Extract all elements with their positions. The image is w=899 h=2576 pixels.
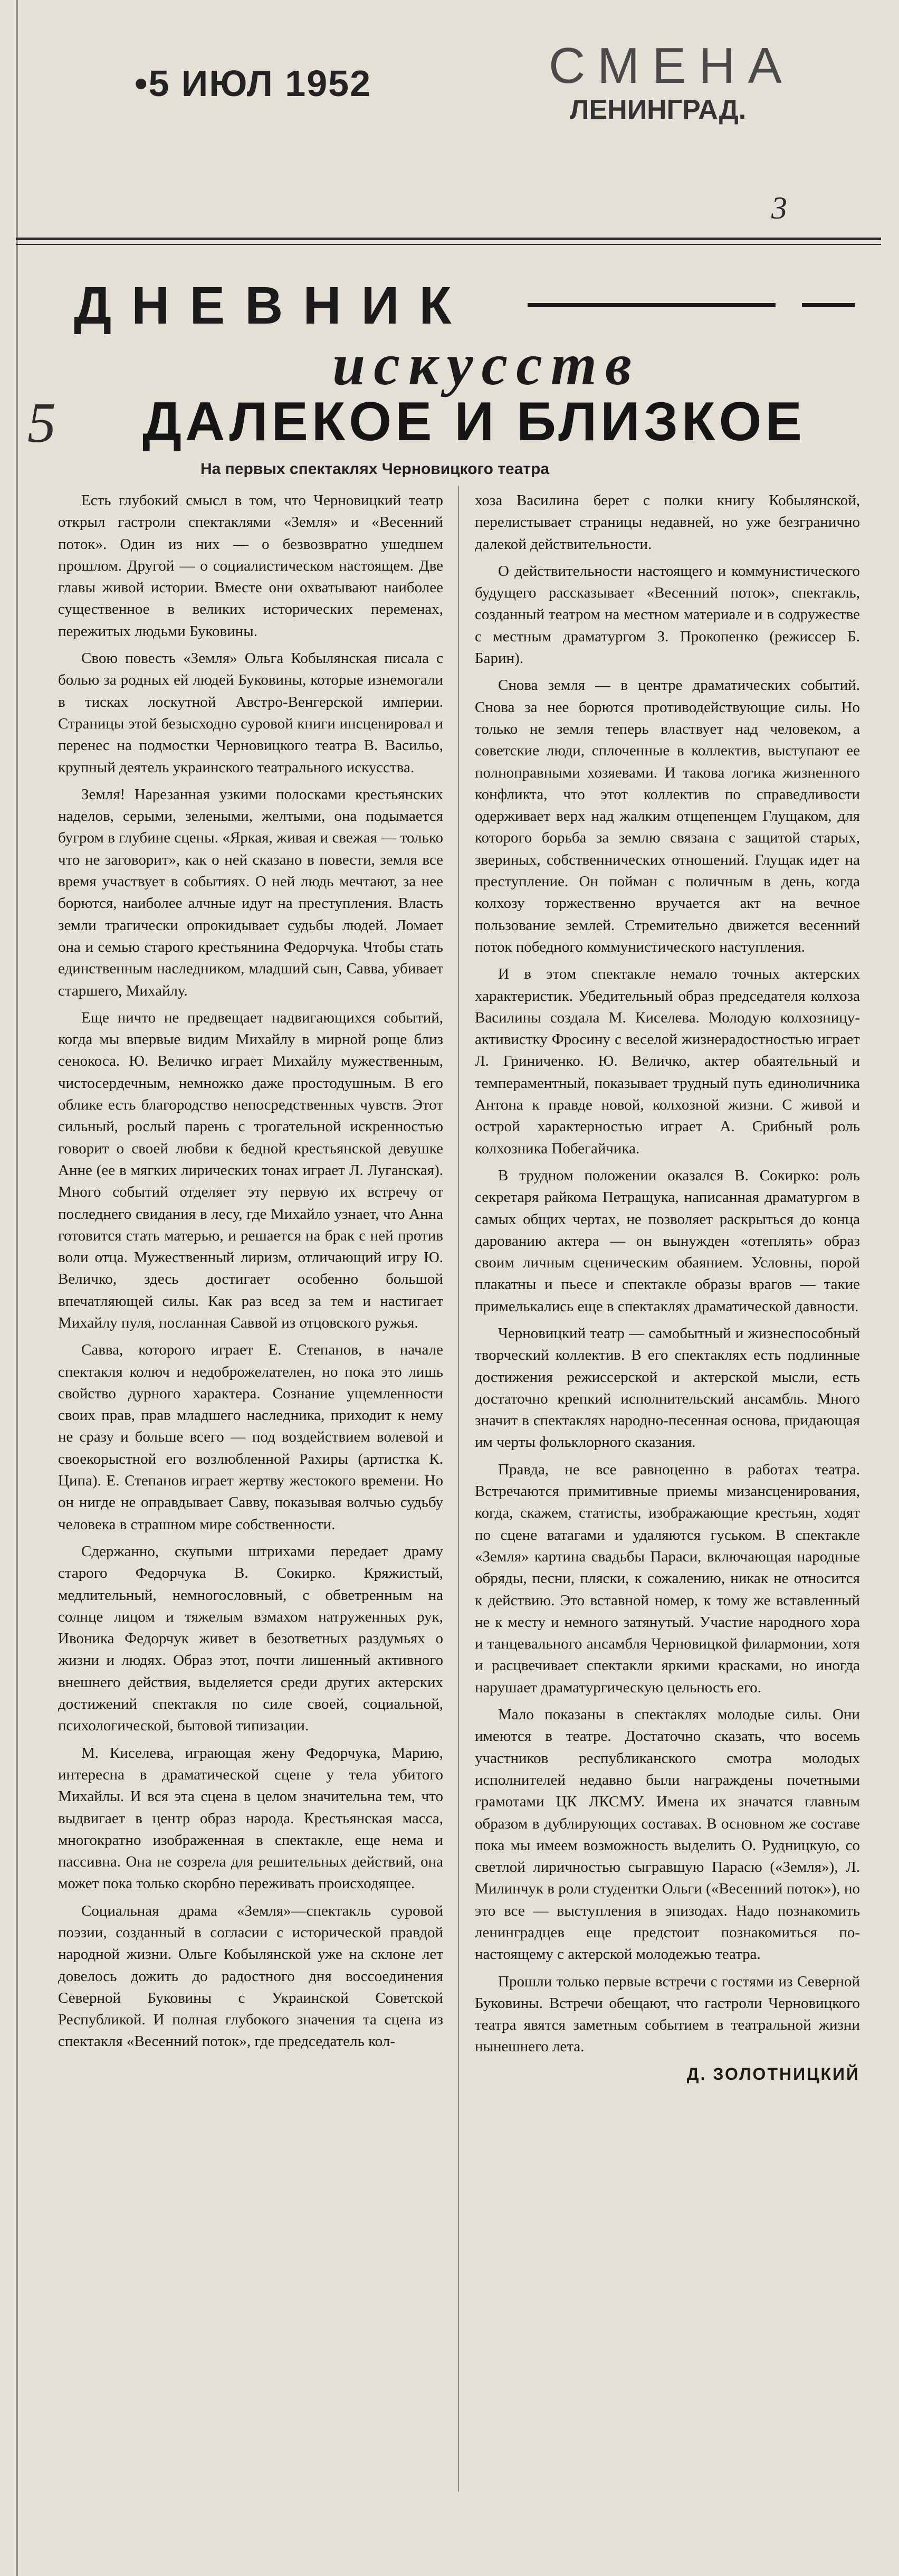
rubric-line-1: ДНЕВНИК: [74, 276, 472, 335]
paragraph: И в этом спектакле немало точных актерских характеристик. Убедительный образ председателя колхоза Василины создала М. Киселева. Молодую колхозницу-активистку Фросину с веселой жизнерадостностью играет Л. Гриниченко. Ю. Величко, актер обаятельный и темпераментный, показывает трудный путь единоличника Антона к правде новой, колхозной жизни. С живой и острой характерностью играет А. Срибный роль колхозника Побегайчика.: [475, 965, 860, 1157]
paragraph: Свою повесть «Земля» Ольга Кобылянская писала с болью за родных ей людей Буковины, которые изнемогали в тисках лоскутной Австро-Венгерской империи. Страницы этой безысходно суровой книги инсценировал и перенес на подмостки Черновицкого театра В. Васильо, крупный деятель украинского театрального искусства.: [58, 650, 443, 776]
paragraph: хоза Василина берет с полки книгу Кобылянской, перелистывает страницы недавней, но уже безгранично далекой действительности.: [475, 492, 860, 553]
page-number: 3: [771, 191, 787, 225]
clipping-edge: [16, 0, 18, 2576]
paragraph: О действительности настоящего и коммунистического будущего рассказывает «Весенний поток», спектакль, созданный театром на местном материале и в содружестве с местным драматургом З. Прокопенко (режиссер Б. Барин).: [475, 562, 860, 667]
top-rule-thin: [16, 244, 881, 245]
rubric-bar-end: [802, 303, 855, 307]
rubric-line-2: искусств: [332, 332, 640, 397]
paragraph: Земля! Нарезанная узкими полосками крестьянских наделов, серыми, зелеными, желтыми, она подымается бугром в глубине сцены. «Яркая, живая и свежая — только что не заговорит», как о ней сказано в повести, земля все время участвует в событиях. О ней людь мечтают, за нее борются, наиболее алчные идут на преступления. Власть земли трагически опрокидывает судьбы людей. Ломает она и семью старого крестьянина Федорчука. Чтобы стать единственным наследником, младший сын, Савва, убивает старшего, Михайлу.: [58, 785, 443, 999]
article-title: ДАЛЕКОЕ И БЛИЗКОЕ: [142, 391, 806, 452]
margin-mark: 5: [27, 392, 56, 454]
article-column-right: [475, 490, 860, 2496]
paragraph: Еще ничто не предвещает надвигающихся событий, когда мы впервые видим Михайлу в мирной роще близ сенокоса. Ю. Величко играет Михайлу мужественным, чистосердечным, немножко даже простодушным. В его облике есть благородство непосредственных чувств. Этот сильный, рослый парень с трогательной искренностью говорит о своей любви к бедной крестьянской девушке Анне (ее в мягких лирических тонах играет Л. Луганская). Много событий отделяет эту первую их встречу от последнего свидания в лесу, где Михайло узнает, что Анна готовится стать матерью, и решается на брак с ней против воли отца. Мужественный лиризм, отличающий игру Ю. Величко, здесь достигает особенно большой впечатляющей силы. Как раз всед за тем и настигает Михайлу пуля, посланная Саввой из отцовского ружья.: [58, 1009, 443, 1331]
paragraph: Снова земля — в центре драматических событий. Снова за нее борются противодействующие силы. Но только не земля теперь властвует над человеком, а советские люди, сплоченные в коллектив, выступают ее полноправными хозяевами. И такова логика жизненного конфликта, что этот коллектив по справедливости одерживает верх над жалким отщепенцем Глущаком, для которого борьба за землю связана с защитой старых, звериных, собственнических отношений. Глущак идет на преступление. Он пойман с поличным в день, когда колхозу торжественно вручается акт на вечное пользование землей. Стремительно движется весенний поток победного коммунистического наступления.: [475, 677, 860, 955]
newspaper-name: СМЕНА: [549, 37, 795, 94]
date-stamp: •5 ИЮЛ 1952: [135, 63, 372, 104]
paragraph: Черновицкий театр — самобытный и жизнеспособный творческий коллектив. В его спектаклях есть подлинные достижения режиссерской и актерской мысли, есть достаточно крепкий исполнительский ансамбль. Много значит в спектаклях народно-песенная основа, придающая им черты фольклорного сказания.: [475, 1324, 860, 1451]
paragraph: М. Киселева, играющая жену Федорчука, Марию, интересна в драматической сцене у тела убитого Михайлы. И вся эта сцена в целом значительна тем, что выдвигает в центр образ народа. Крестьянская масса, многократно изображенная в спектакле, еще нема и пассивна. Она не созрела для решительных действий, она может пока только скорбно переживать происходящее.: [58, 1744, 443, 1892]
paragraph: В трудном положении оказался В. Сокирко: роль секретаря райкома Петращука, написанная драматургом в самых общих чертах, не позволяет раскрыться до конца дарованию актера — он вынужден «отеплять» образ своим личным сценическим обаянием. Условны, порой плакатны и пьесе и спектакле образы врагов — такие примелькались еще в спектаклях драматической давности.: [475, 1167, 860, 1315]
article-subtitle: На первых спектаклях Черновицкого театра: [200, 460, 550, 478]
paragraph: Мало показаны в спектаклях молодые силы. Они имеются в театре. Достаточно сказать, что восемь участников республиканского смотра молодых исполнителей недавно были награждены почетными грамотами ЦК ЛКСМУ. Имена их значатся главным образом в дублирующих составах. В основном же составе пока мы имеем возможность выделить О. Рудницкую, со светлой лиричностью сыгравшую Парасю («Земля»), Л. Милинчук в роли студентки Ольги («Весенний поток»), но это все — выступления в эпизодах. Надо познакомить ленинградцев еще предстоит познакомиться по-настоящему с актерской молодежью театра.: [475, 1706, 860, 1963]
top-rule: [16, 238, 881, 240]
article-column-left: [58, 490, 443, 2058]
paragraph: Социальная драма «Земля»—спектакль суровой поэзии, созданный в согласии с исторической правдой народной жизни. Ольге Кобылянской уже на склоне лет довелось дожить до радостного дня воссоединения Северной Буковины с Украинской Советской Республикой. И полная глубокого значения та сцена из спектакля «Весенний поток», где председатель кол-: [58, 1902, 443, 2050]
paragraph: Прошли только первые встречи с гостями из Северной Буковины. Встречи обещают, что гастроли Черновицкого театра явятся заметным событием в театральной жизни нынешнего лета.: [475, 1973, 860, 2056]
rubric-bar: [528, 303, 776, 307]
author-signature: Д. ЗОЛОТНИЦКИЙ: [686, 2064, 860, 2083]
newspaper-city: ЛЕНИНГРАД.: [570, 94, 747, 125]
rubric-heading: [74, 276, 855, 397]
paragraph: Савва, которого играет Е. Степанов, в начале спектакля колюч и недоброжелателен, но пока это лишь свойство дурного характера. Сознание ущемленности своих прав, прав младшего наследника, приходит к нему не сразу и больше всего — под воздействием волевой и своекорыстной его возлюбленной Рахиры (артистка К. Ципа). Е. Степанов играет жертву жестокого времени. Но он нигде не оправдывает Савву, показывая волчью судьбу человека в страшном мире собственности.: [58, 1341, 443, 1533]
paragraph: Правда, не все равноценно в работах театра. Встречаются примитивные приемы мизансценирования, когда, скажем, статисты, изображающие крестьян, ходят по сцене ватагами и удаляются гуськом. В спектакле «Земля» картина свадьбы Параси, включающая народные обряды, песни, пляски, к сожалению, никак не относится к действию. Это вставной номер, к тому же вставленный не к месту и немного затянутый. Участие народного хора и танцевального ансамбля Черновицкой филармонии, хотя и расцвечивает спектакли яркими красками, но иногда нарушает драматургическую цельность его.: [475, 1461, 860, 1696]
column-divider: [458, 486, 459, 2492]
paragraph: Есть глубокий смысл в том, что Черновицкий театр открыл гастроли спектаклями «Земля» и «Весенний поток». Один из них — о безвозвратно ушедшем прошлом. Другой — о социалистическом настоящем. Две главы живой истории. Вместе они охватывают наиболее существенное в великих исторических переменах, пережитых людьми Буковины.: [58, 492, 443, 640]
paragraph: Сдержанно, скупыми штрихами передает драму старого Федорчука В. Сокирко. Кряжистый, медлительный, немногословный, с обветренным на солнце лицом и тяжелым взмахом натруженных рук, Ивоника Федорчук живет в безответных раздумьях о жизни и людях. Образ этот, почти лишенный активного внешнего действия, выделяется среди других актерских достижений спектакля по силе своей, социальной, психологической, бытовой типизации.: [58, 1542, 443, 1735]
